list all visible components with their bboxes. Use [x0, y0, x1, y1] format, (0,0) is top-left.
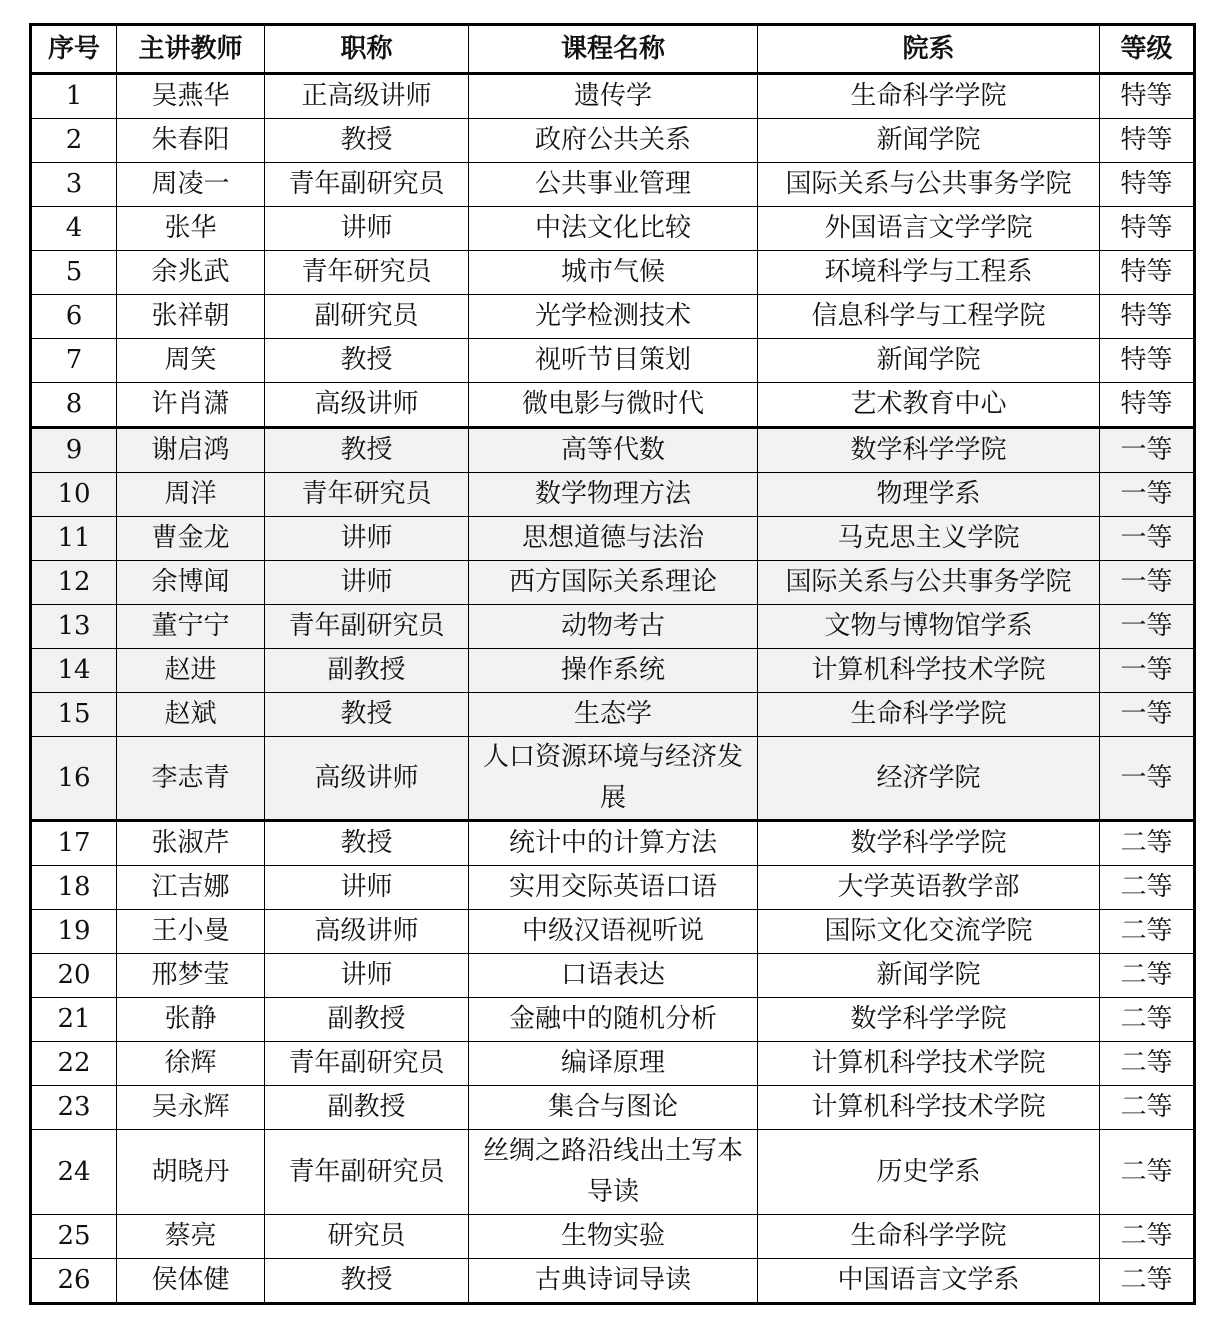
cell-title: 副教授	[265, 649, 469, 693]
table-row	[31, 473, 1195, 517]
cell-dept: 新闻学院	[758, 339, 1100, 383]
cell-course: 统计中的计算方法	[469, 821, 758, 866]
cell-no: 12	[31, 561, 117, 605]
table-row	[31, 163, 1195, 207]
cell-dept: 中国语言文学系	[758, 1259, 1100, 1304]
cell-dept: 计算机科学技术学院	[758, 649, 1100, 693]
cell-teacher: 邢梦莹	[117, 954, 265, 998]
cell-course: 古典诗词导读	[469, 1259, 758, 1304]
table-row	[31, 339, 1195, 383]
cell-grade: 特等	[1100, 74, 1195, 119]
cell-course: 人口资源环境与经济发展	[469, 737, 758, 821]
award-table-container	[29, 23, 1193, 1305]
cell-grade: 二等	[1100, 1086, 1195, 1130]
cell-no: 5	[31, 251, 117, 295]
cell-grade: 一等	[1100, 517, 1195, 561]
cell-dept: 文物与博物馆学系	[758, 605, 1100, 649]
cell-title: 青年研究员	[265, 251, 469, 295]
cell-course: 高等代数	[469, 428, 758, 473]
cell-dept: 外国语言文学学院	[758, 207, 1100, 251]
header-title: 职称	[265, 25, 469, 74]
cell-course: 口语表达	[469, 954, 758, 998]
cell-title: 讲师	[265, 866, 469, 910]
cell-title: 教授	[265, 693, 469, 737]
table-row	[31, 251, 1195, 295]
cell-course: 编译原理	[469, 1042, 758, 1086]
cell-title: 高级讲师	[265, 910, 469, 954]
cell-teacher: 侯体健	[117, 1259, 265, 1304]
table-row	[31, 428, 1195, 473]
cell-grade: 一等	[1100, 561, 1195, 605]
table-row	[31, 954, 1195, 998]
cell-no: 13	[31, 605, 117, 649]
cell-title: 青年副研究员	[265, 1042, 469, 1086]
cell-dept: 新闻学院	[758, 119, 1100, 163]
cell-grade: 二等	[1100, 866, 1195, 910]
cell-title: 研究员	[265, 1215, 469, 1259]
table-row	[31, 119, 1195, 163]
cell-grade: 一等	[1100, 605, 1195, 649]
table-row	[31, 1086, 1195, 1130]
cell-no: 22	[31, 1042, 117, 1086]
cell-teacher: 张淑芹	[117, 821, 265, 866]
table-row	[31, 1259, 1195, 1304]
cell-grade: 二等	[1100, 1215, 1195, 1259]
cell-grade: 二等	[1100, 1130, 1195, 1215]
cell-course: 思想道德与法治	[469, 517, 758, 561]
cell-no: 19	[31, 910, 117, 954]
cell-course: 生物实验	[469, 1215, 758, 1259]
cell-title: 教授	[265, 119, 469, 163]
cell-no: 25	[31, 1215, 117, 1259]
cell-no: 1	[31, 74, 117, 119]
cell-no: 16	[31, 737, 117, 821]
header-no: 序号	[31, 25, 117, 74]
cell-teacher: 周凌一	[117, 163, 265, 207]
cell-dept: 艺术教育中心	[758, 383, 1100, 428]
cell-no: 15	[31, 693, 117, 737]
cell-teacher: 江吉娜	[117, 866, 265, 910]
cell-dept: 国际文化交流学院	[758, 910, 1100, 954]
cell-course: 生态学	[469, 693, 758, 737]
cell-no: 3	[31, 163, 117, 207]
cell-grade: 一等	[1100, 693, 1195, 737]
cell-course: 视听节目策划	[469, 339, 758, 383]
cell-course: 光学检测技术	[469, 295, 758, 339]
cell-grade: 二等	[1100, 1259, 1195, 1304]
cell-grade: 一等	[1100, 473, 1195, 517]
table-row	[31, 998, 1195, 1042]
cell-no: 20	[31, 954, 117, 998]
cell-no: 14	[31, 649, 117, 693]
table-row	[31, 737, 1195, 821]
cell-course: 实用交际英语口语	[469, 866, 758, 910]
cell-no: 26	[31, 1259, 117, 1304]
table-row	[31, 207, 1195, 251]
cell-grade: 二等	[1100, 1042, 1195, 1086]
cell-teacher: 周笑	[117, 339, 265, 383]
cell-grade: 特等	[1100, 207, 1195, 251]
cell-teacher: 周洋	[117, 473, 265, 517]
cell-title: 青年副研究员	[265, 1130, 469, 1215]
cell-teacher: 谢启鸿	[117, 428, 265, 473]
cell-dept: 环境科学与工程系	[758, 251, 1100, 295]
cell-dept: 国际关系与公共事务学院	[758, 163, 1100, 207]
cell-teacher: 许肖潇	[117, 383, 265, 428]
table-row	[31, 1215, 1195, 1259]
cell-grade: 特等	[1100, 295, 1195, 339]
cell-course: 集合与图论	[469, 1086, 758, 1130]
table-row	[31, 821, 1195, 866]
table-row	[31, 517, 1195, 561]
cell-title: 讲师	[265, 561, 469, 605]
cell-title: 副研究员	[265, 295, 469, 339]
cell-dept: 计算机科学技术学院	[758, 1086, 1100, 1130]
cell-course: 西方国际关系理论	[469, 561, 758, 605]
cell-no: 10	[31, 473, 117, 517]
table-row	[31, 1130, 1195, 1215]
award-table	[29, 23, 1196, 1305]
table-row	[31, 1042, 1195, 1086]
cell-teacher: 张静	[117, 998, 265, 1042]
cell-grade: 一等	[1100, 428, 1195, 473]
cell-title: 讲师	[265, 517, 469, 561]
cell-grade: 一等	[1100, 649, 1195, 693]
cell-dept: 生命科学学院	[758, 74, 1100, 119]
cell-title: 青年副研究员	[265, 163, 469, 207]
cell-course: 微电影与微时代	[469, 383, 758, 428]
table-row	[31, 910, 1195, 954]
cell-teacher: 张祥朝	[117, 295, 265, 339]
cell-title: 教授	[265, 428, 469, 473]
cell-title: 正高级讲师	[265, 74, 469, 119]
header-dept: 院系	[758, 25, 1100, 74]
cell-teacher: 张华	[117, 207, 265, 251]
cell-dept: 经济学院	[758, 737, 1100, 821]
cell-grade: 二等	[1100, 954, 1195, 998]
cell-grade: 特等	[1100, 251, 1195, 295]
table-row	[31, 561, 1195, 605]
cell-course: 中级汉语视听说	[469, 910, 758, 954]
cell-title: 教授	[265, 339, 469, 383]
table-row	[31, 295, 1195, 339]
cell-teacher: 董宁宁	[117, 605, 265, 649]
cell-no: 7	[31, 339, 117, 383]
cell-title: 讲师	[265, 954, 469, 998]
cell-course: 丝绸之路沿线出土写本导读	[469, 1130, 758, 1215]
cell-course: 数学物理方法	[469, 473, 758, 517]
cell-no: 4	[31, 207, 117, 251]
cell-course: 政府公共关系	[469, 119, 758, 163]
cell-no: 6	[31, 295, 117, 339]
cell-teacher: 吴燕华	[117, 74, 265, 119]
cell-title: 副教授	[265, 998, 469, 1042]
cell-course: 操作系统	[469, 649, 758, 693]
cell-dept: 国际关系与公共事务学院	[758, 561, 1100, 605]
cell-no: 8	[31, 383, 117, 428]
cell-title: 青年研究员	[265, 473, 469, 517]
header-grade: 等级	[1100, 25, 1195, 74]
cell-title: 青年副研究员	[265, 605, 469, 649]
cell-course: 公共事业管理	[469, 163, 758, 207]
table-row	[31, 383, 1195, 428]
cell-grade: 特等	[1100, 163, 1195, 207]
cell-teacher: 赵斌	[117, 693, 265, 737]
table-body	[31, 74, 1195, 1304]
cell-teacher: 余博闻	[117, 561, 265, 605]
cell-grade: 二等	[1100, 998, 1195, 1042]
cell-dept: 生命科学学院	[758, 1215, 1100, 1259]
table-row	[31, 605, 1195, 649]
cell-teacher: 吴永辉	[117, 1086, 265, 1130]
cell-no: 23	[31, 1086, 117, 1130]
cell-grade: 特等	[1100, 119, 1195, 163]
cell-title: 讲师	[265, 207, 469, 251]
cell-title: 教授	[265, 821, 469, 866]
cell-dept: 生命科学学院	[758, 693, 1100, 737]
cell-grade: 特等	[1100, 339, 1195, 383]
cell-course: 金融中的随机分析	[469, 998, 758, 1042]
cell-dept: 信息科学与工程学院	[758, 295, 1100, 339]
header-course: 课程名称	[469, 25, 758, 74]
cell-dept: 数学科学学院	[758, 998, 1100, 1042]
cell-no: 24	[31, 1130, 117, 1215]
table-row	[31, 74, 1195, 119]
cell-grade: 二等	[1100, 821, 1195, 866]
cell-no: 11	[31, 517, 117, 561]
cell-dept: 数学科学学院	[758, 821, 1100, 866]
table-row	[31, 866, 1195, 910]
cell-no: 17	[31, 821, 117, 866]
table-header-row	[31, 25, 1195, 74]
cell-no: 21	[31, 998, 117, 1042]
cell-teacher: 余兆武	[117, 251, 265, 295]
cell-teacher: 曹金龙	[117, 517, 265, 561]
cell-no: 18	[31, 866, 117, 910]
cell-teacher: 王小曼	[117, 910, 265, 954]
cell-course: 城市气候	[469, 251, 758, 295]
cell-grade: 二等	[1100, 910, 1195, 954]
cell-title: 副教授	[265, 1086, 469, 1130]
cell-course: 遗传学	[469, 74, 758, 119]
cell-grade: 一等	[1100, 737, 1195, 821]
cell-teacher: 朱春阳	[117, 119, 265, 163]
cell-title: 教授	[265, 1259, 469, 1304]
header-teacher: 主讲教师	[117, 25, 265, 74]
cell-dept: 大学英语教学部	[758, 866, 1100, 910]
cell-teacher: 胡晓丹	[117, 1130, 265, 1215]
cell-no: 2	[31, 119, 117, 163]
cell-teacher: 徐辉	[117, 1042, 265, 1086]
cell-teacher: 李志青	[117, 737, 265, 821]
cell-title: 高级讲师	[265, 383, 469, 428]
cell-dept: 马克思主义学院	[758, 517, 1100, 561]
table-row	[31, 693, 1195, 737]
cell-teacher: 蔡亮	[117, 1215, 265, 1259]
cell-grade: 特等	[1100, 383, 1195, 428]
cell-dept: 物理学系	[758, 473, 1100, 517]
cell-dept: 数学科学学院	[758, 428, 1100, 473]
cell-no: 9	[31, 428, 117, 473]
cell-dept: 历史学系	[758, 1130, 1100, 1215]
cell-course: 动物考古	[469, 605, 758, 649]
cell-dept: 新闻学院	[758, 954, 1100, 998]
cell-course: 中法文化比较	[469, 207, 758, 251]
cell-teacher: 赵进	[117, 649, 265, 693]
cell-dept: 计算机科学技术学院	[758, 1042, 1100, 1086]
table-row	[31, 649, 1195, 693]
cell-title: 高级讲师	[265, 737, 469, 821]
